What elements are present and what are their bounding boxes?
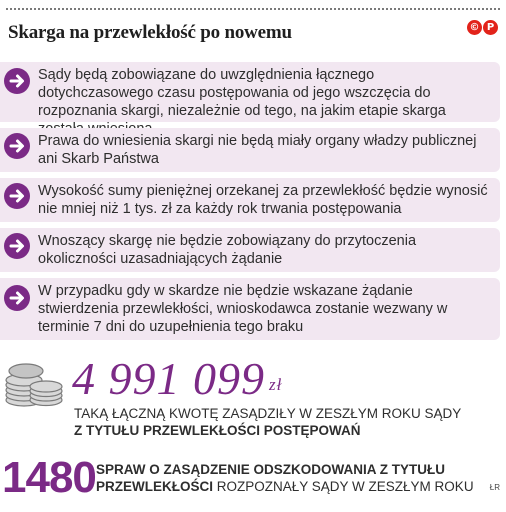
list-item bbox=[0, 278, 500, 340]
top-dotted-rule bbox=[6, 8, 500, 10]
page-title: Skarga na przewlekłość po nowemu bbox=[8, 22, 292, 43]
list-item-text: Sądy będą zobowiązane do uwzględnienia łącznego dotychczasowego czasu postępowania od jego wszczęcia do rozpoznania skargi, niezależnie od tego, na jakim etapie skarga bbox=[38, 67, 446, 119]
case-count-caption bbox=[96, 461, 474, 495]
arrow-right-circle-icon bbox=[4, 68, 30, 94]
publisher-logo bbox=[467, 20, 498, 35]
list-item bbox=[0, 62, 500, 122]
list-item-text: Prawa do wniesienia skargi nie będą miały organy władzy publicznej ani Skarb Państwa bbox=[38, 133, 477, 167]
author-credit: ŁR bbox=[489, 483, 500, 492]
arrow-right-circle-icon bbox=[4, 133, 30, 159]
total-amount bbox=[72, 353, 283, 404]
arrow-right-circle-icon bbox=[4, 285, 30, 311]
coin-stack-icon bbox=[2, 358, 66, 408]
arrow-right-circle-icon bbox=[4, 233, 30, 259]
header bbox=[8, 22, 498, 48]
case-count-caption-rest: ROZPOZNAŁY SĄDY W ZESZŁYM ROKU bbox=[216, 479, 474, 494]
list-item bbox=[0, 128, 500, 172]
case-count-caption-bold2: PRZEWLEKŁOŚCI bbox=[96, 479, 213, 494]
total-amount-caption-line2: Z TYTUŁU PRZEWLEKŁOŚCI POSTĘPOWAŃ bbox=[74, 423, 361, 438]
total-amount-caption bbox=[74, 405, 461, 439]
total-amount-unit: zł bbox=[269, 375, 283, 394]
arrow-right-circle-icon bbox=[4, 183, 30, 209]
list-item-text: Wysokość sumy pieniężnej orzekanej za przewlekłość będzie wynosić nie mniej niż 1 tys. zł za każdy rok trwania postępowania bbox=[38, 183, 488, 217]
case-count: 1480 bbox=[2, 453, 96, 502]
list-item bbox=[0, 178, 500, 222]
total-amount-value: 4 991 099 bbox=[72, 353, 265, 404]
list-item-text: W przypadku gdy w skardze nie będzie wskazane żądanie stwierdzenia przewlekłości, wnioskodawca zostanie wezwany w terminie 7 dni do uzupełnienia tego braku bbox=[38, 283, 448, 335]
total-amount-caption-line1: TAKĄ ŁĄCZNĄ KWOTĘ ZASĄDZIŁY W ZESZŁYM ROKU SĄDY bbox=[74, 406, 462, 421]
list-item bbox=[0, 228, 500, 272]
logo-p-mark: P bbox=[483, 20, 498, 35]
list-item-text: Wnoszący skargę nie będzie zobowiązany do przytoczenia okoliczności uzasadniających żądanie bbox=[38, 233, 417, 267]
logo-copyright-mark: © bbox=[467, 20, 482, 35]
case-count-caption-bold1: SPRAW O ZASĄDZENIE ODSZKODOWANIA Z TYTUŁU bbox=[96, 462, 445, 477]
